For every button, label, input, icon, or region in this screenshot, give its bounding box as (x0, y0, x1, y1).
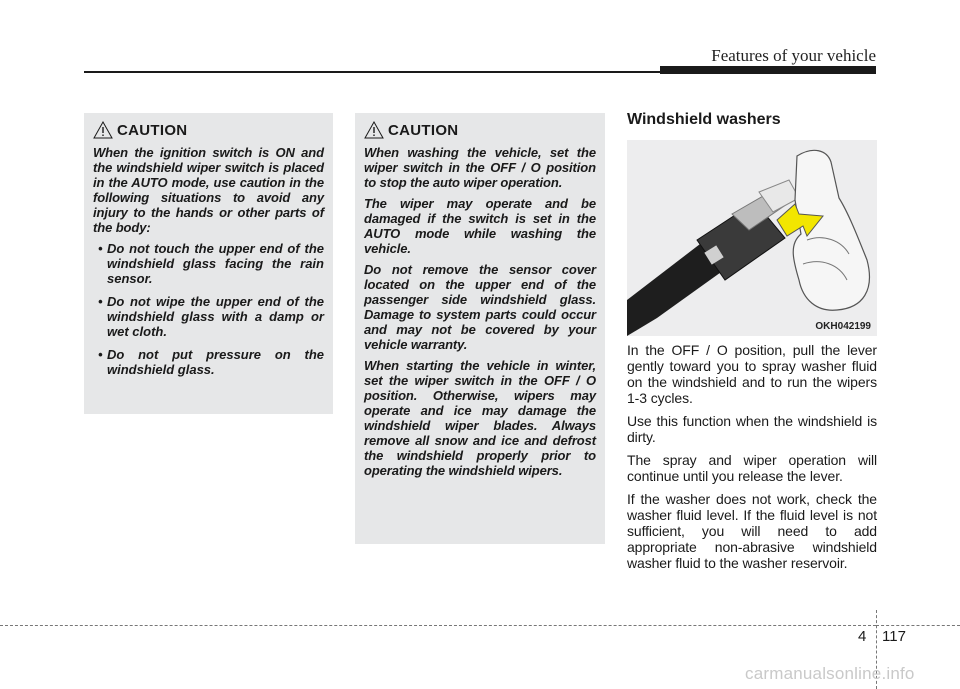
caution-header (93, 121, 324, 139)
footer-rule (876, 625, 960, 626)
caution-paragraph: When washing the vehicle, set the wiper switch in the OFF / O position to stop the auto wiper operation. (364, 145, 596, 190)
wiper-lever-illustration (627, 140, 877, 336)
wiper-lever-figure (627, 140, 877, 336)
figure-code: OKH042199 (815, 321, 871, 332)
caution-bullet: • Do not put pressure on the windshield glass. (93, 347, 324, 377)
footer-rule (0, 625, 876, 626)
caution-title: CAUTION (117, 121, 188, 139)
caution-bullet: • Do not touch the upper end of the windshield glass facing the rain sensor. (93, 241, 324, 286)
body-paragraph: The spray and wiper operation will continue until you release the lever. (627, 452, 877, 484)
caution-box-ignition (84, 113, 333, 414)
chapter-number: 4 (858, 628, 867, 645)
warning-triangle-icon (93, 121, 113, 139)
body-paragraph: In the OFF / O position, pull the lever gently toward you to spray washer fluid on the windshield and to run the wipers 1-3 cycles. (627, 342, 877, 406)
section-title: Windshield washers (627, 111, 781, 128)
warning-triangle-icon (364, 121, 384, 139)
caution-box-washing (355, 113, 605, 544)
caution-intro: When the ignition switch is ON and the windshield wiper switch is placed in the AUTO mode, use caution in the following situations to avoid any injury to the hands or other parts of the body: (93, 145, 324, 235)
section-body (627, 342, 877, 578)
page-number: 117 (882, 628, 906, 645)
caution-paragraph: Do not remove the sensor cover located on the upper end of the passenger side windshield glass. Damage to system parts could occur and may not be covered by your vehicle warranty. (364, 262, 596, 352)
caution-title: CAUTION (388, 121, 459, 139)
caution-paragraph: The wiper may operate and be damaged if the switch is set in the AUTO mode while washing the vehicle. (364, 196, 596, 256)
header-rule-accent (660, 66, 876, 74)
caution-bullet: • Do not wipe the upper end of the windshield glass with a damp or wet cloth. (93, 294, 324, 339)
body-paragraph: Use this function when the windshield is dirty. (627, 413, 877, 445)
caution-header (364, 121, 596, 139)
caution-bullet-list (93, 241, 324, 377)
body-paragraph: If the washer does not work, check the washer fluid level. If the fluid level is not sufficient, you will need to add appropriate non-abrasive windshield washer fluid to the washer reservoir. (627, 491, 877, 571)
caution-paragraph: When starting the vehicle in winter, set the wiper switch in the OFF / O position. Otherwise, wipers may operate and ice may damage the windshield wiper blades. Always remove all snow and ice and defrost the windshield properly prior to operating the windshield wipers. (364, 358, 596, 478)
header-rule (84, 71, 660, 73)
header-title: Features of your vehicle (711, 46, 876, 65)
watermark: carmanualsonline.info (745, 664, 915, 683)
